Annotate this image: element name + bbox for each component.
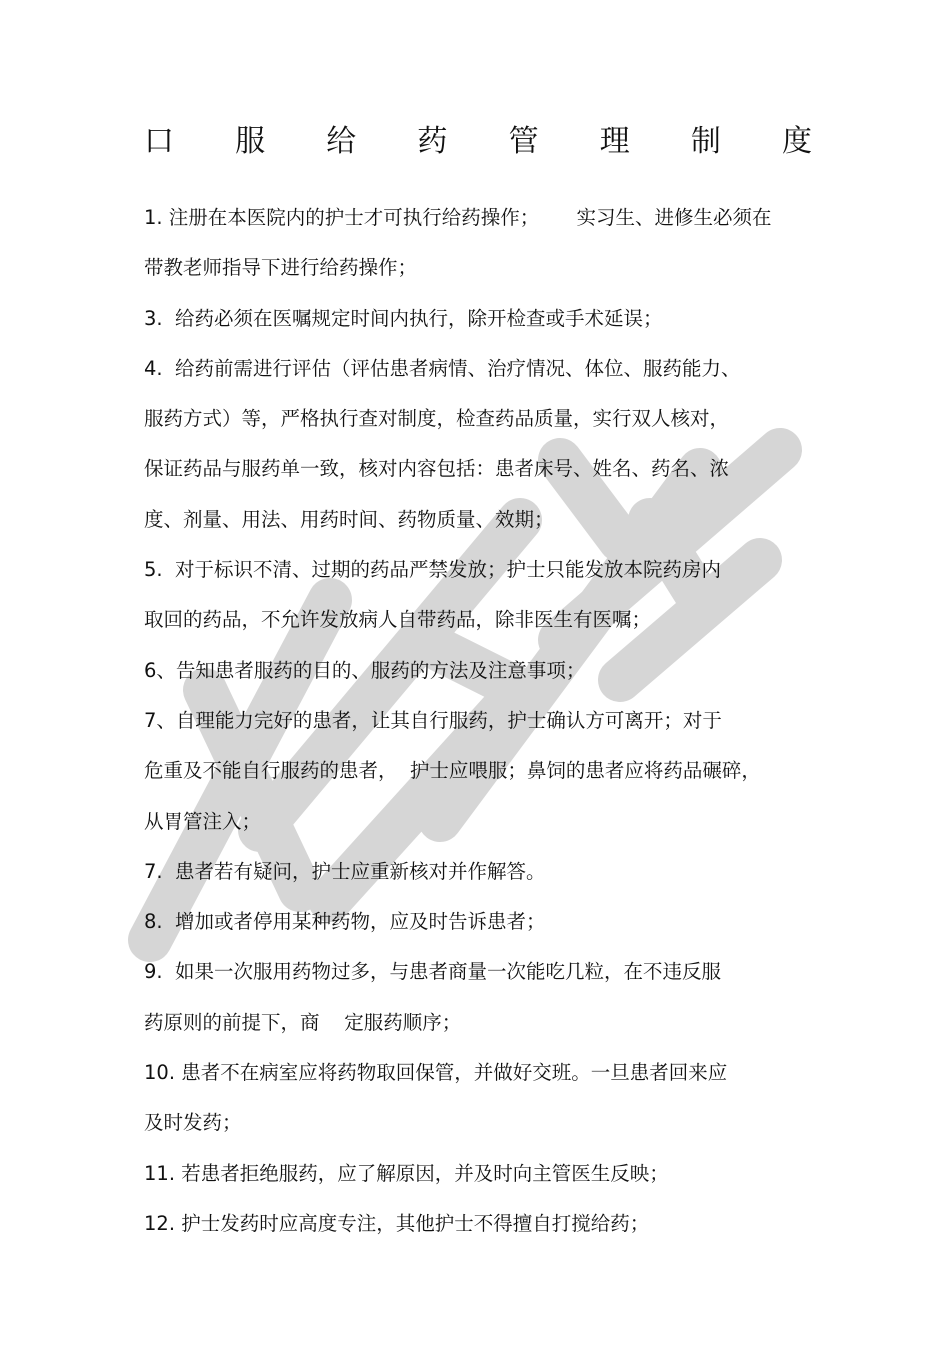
text-line: 3. 给药必须在医嘱规定时间内执行，除开检查或手术延误；: [144, 306, 663, 330]
title-char: 管: [508, 124, 539, 159]
text-line: 取回的药品，不允许发放病人自带药品，除非医生有医嘱；: [144, 608, 652, 632]
text-line: 4. 给药前需进行评估（评估患者病情、治疗情况、体位、服药能力、: [144, 356, 741, 380]
text-line: 危重及不能自行服药的患者， 护士应喂服；鼻饲的患者应将药品碾碎，: [144, 759, 761, 783]
document-body: [144, 196, 824, 1252]
title-char: 给: [326, 124, 357, 159]
text-line: 7. 患者若有疑问，护士应重新核对并作解答。: [144, 859, 546, 883]
text-line: 7、自理能力完好的患者，让其自行服药，护士确认方可离开；对于: [144, 708, 722, 732]
text-line: 11. 若患者拒绝服药，应了解原因，并及时向主管医生反映；: [144, 1161, 669, 1185]
text-line: 8. 增加或者停用某种药物，应及时告诉患者；: [144, 910, 546, 934]
title-char: 理: [599, 124, 630, 159]
text-line: 带教老师指导下进行给药操作；: [144, 256, 418, 280]
text-line: 5. 对于标识不清、过期的药品严禁发放；护士只能发放本院药房内: [144, 558, 722, 582]
text-line: 12. 护士发药时应高度专注，其他护士不得擅自打搅给药；: [144, 1211, 650, 1235]
text-line: 及时发药；: [144, 1111, 242, 1135]
text-line: 6、告知患者服药的目的、服药的方法及注意事项；: [144, 658, 586, 682]
text-line: 从胃管注入；: [144, 809, 262, 833]
text-line: 服药方式）等，严格执行查对制度，检查药品质量，实行双人核对，: [144, 407, 730, 431]
title-char: 药: [417, 124, 448, 159]
title-char: 口: [144, 124, 174, 159]
text-line: 9. 如果一次服用药物过多，与患者商量一次能吃几粒，在不违反服: [144, 960, 722, 984]
title-char: 制: [690, 124, 721, 159]
text-line: 10. 患者不在病室应将药物取回保管，并做好交班。一旦患者回来应: [144, 1061, 728, 1085]
title-char: 度: [781, 124, 812, 159]
title-char: 服: [235, 124, 266, 159]
text-line: 保证药品与服药单一致，核对内容包括：患者床号、姓名、药名、浓: [144, 457, 730, 481]
text-line: 药原则的前提下，商 定服药顺序；: [144, 1010, 462, 1034]
text-line: 度、剂量、用法、用药时间、药物质量、效期；: [144, 507, 554, 531]
document-title: [144, 120, 812, 164]
text-line: 1. 注册在本医院内的护士才可执行给药操作； 实习生、进修生必须在: [144, 206, 772, 229]
